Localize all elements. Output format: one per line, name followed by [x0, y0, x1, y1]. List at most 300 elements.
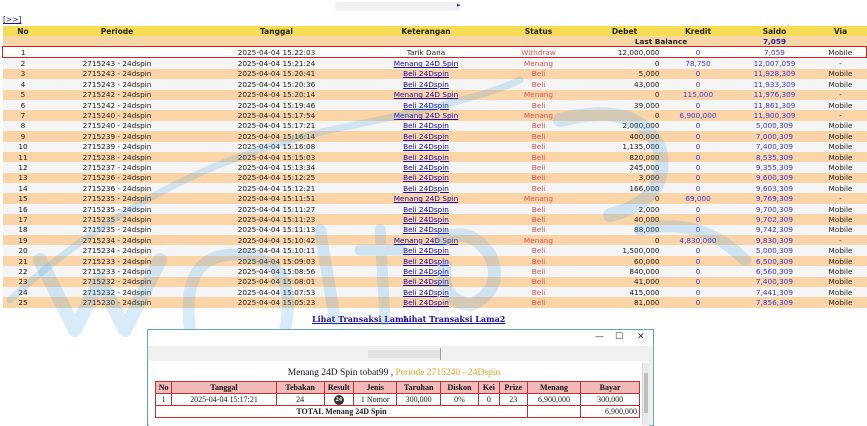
row-kredit: 0	[695, 131, 701, 141]
detail-tebakan: 24	[276, 394, 324, 406]
row-keterangan[interactable]: Beli 24Dspin	[403, 204, 449, 214]
row-no: 25	[18, 298, 28, 308]
dialog-scrollbar[interactable]	[642, 363, 649, 425]
row-via: -	[839, 235, 842, 245]
row-via: Mobile	[828, 100, 853, 110]
row-status: Beli	[531, 173, 546, 183]
row-tanggal: 2025-04-04 15:13:34	[237, 162, 316, 172]
row-tanggal: 2025-04-04 15:21:24	[237, 59, 316, 69]
row-saldo: 11,933,309	[753, 79, 796, 89]
table-row	[3, 100, 867, 110]
row-kredit: 6,900,000	[679, 111, 717, 121]
row-status: Beli	[531, 287, 546, 297]
row-tanggal: 2025-04-04 15:16:14	[237, 131, 316, 141]
row-status: Beli	[531, 142, 546, 152]
detail-column-header: Diskon	[440, 382, 478, 394]
row-status: Beli	[531, 256, 546, 266]
column-header: Saldo	[735, 26, 815, 36]
row-periode: 2715243 - 24dspin	[82, 79, 152, 89]
row-debet: 0	[654, 59, 660, 69]
row-debet: 1,135,000	[622, 142, 660, 152]
row-no: 11	[18, 152, 28, 162]
row-no: 3	[20, 69, 26, 79]
row-debet: 245,000	[629, 162, 660, 172]
detail-diskon: 0%	[440, 394, 478, 406]
row-no: 21	[18, 256, 28, 266]
row-kredit: 0	[695, 173, 701, 183]
table-row	[3, 287, 867, 297]
dialog-titlebar	[148, 330, 653, 346]
table-row	[3, 297, 867, 307]
table-row	[3, 79, 867, 89]
row-periode: 2715243 - 24dspin	[82, 59, 152, 69]
row-periode: 2715234 - 24dspin	[82, 235, 152, 245]
detail-column-header: Kei	[478, 382, 499, 394]
row-periode: 2715239 - 24dspin	[82, 131, 152, 141]
row-no: 23	[18, 277, 28, 287]
row-saldo: 5,000,309	[755, 121, 794, 131]
dialog-title-main: Menang 24D Spin tobat99 ,	[287, 368, 396, 378]
win-detail-table	[155, 381, 640, 418]
last-balance-label: Last Balance	[588, 36, 735, 47]
row-via: Mobile	[828, 225, 853, 235]
maximize-icon[interactable]: ☐	[615, 332, 624, 342]
detail-header-row	[156, 382, 640, 394]
row-tanggal: 2025-04-04 15:12:25	[237, 173, 316, 183]
row-via: Mobile	[828, 79, 853, 89]
row-periode: 2715235 - 24dspin	[82, 194, 152, 204]
row-periode: 2715240 - 24dspin	[82, 111, 152, 121]
row-status: Beli	[531, 131, 546, 141]
row-keterangan[interactable]: Menang 24D Spin	[393, 111, 459, 121]
row-tanggal: 2025-04-04 15:08:01	[237, 277, 316, 287]
row-no: 20	[18, 246, 28, 256]
detail-column-header: Bayar	[581, 382, 640, 394]
row-saldo: 9,830,309	[755, 235, 794, 245]
table-row	[3, 277, 867, 287]
row-kredit: 0	[695, 277, 701, 287]
row-debet: 88,000	[633, 225, 660, 235]
row-keterangan[interactable]: Beli 24Dspin	[403, 69, 449, 79]
row-saldo: 9,769,309	[755, 194, 794, 204]
row-via: -	[839, 90, 842, 100]
column-header: Keterangan	[363, 26, 490, 36]
row-keterangan: Tarik Dana	[406, 47, 446, 57]
dialog-content	[149, 361, 649, 426]
row-tanggal: 2025-04-04 15:11:23	[237, 214, 316, 224]
row-saldo: 11,900,309	[753, 111, 796, 121]
row-periode: 2715232 - 24dspin	[82, 287, 152, 297]
row-status: Beli	[531, 214, 546, 224]
row-tanggal: 2025-04-04 15:07:53	[237, 287, 316, 297]
row-saldo: 7,441,309	[755, 287, 794, 297]
row-tanggal: 2025-04-04 15:11:13	[237, 225, 316, 235]
row-periode: 2715236 - 24dspin	[82, 173, 152, 183]
row-via: Mobile	[828, 266, 853, 276]
row-keterangan[interactable]: Beli 24Dspin	[403, 246, 449, 256]
dialog-title	[149, 368, 639, 378]
row-kredit: 0	[695, 225, 701, 235]
row-via: Mobile	[828, 152, 853, 162]
row-debet: 400,000	[629, 131, 660, 141]
row-kredit: 0	[695, 214, 701, 224]
row-keterangan[interactable]: Beli 24Dspin	[403, 131, 449, 141]
row-status: Beli	[531, 100, 546, 110]
row-periode: 2715236 - 24dspin	[82, 183, 152, 193]
row-no: 8	[20, 121, 26, 131]
row-keterangan[interactable]: Beli 24Dspin	[403, 79, 449, 89]
row-via: -	[839, 59, 842, 69]
detail-jenis: 1 Nomor	[353, 394, 397, 406]
row-saldo: 6,560,309	[755, 266, 794, 276]
row-via: -	[839, 194, 842, 204]
row-saldo: 5,000,309	[755, 246, 794, 256]
detail-tanggal: 2025-04-04 15:17:21	[172, 394, 276, 406]
row-keterangan[interactable]: Beli 24Dspin	[403, 287, 449, 297]
table-row	[3, 58, 867, 69]
row-saldo: 12,007,059	[753, 59, 796, 69]
row-status: Beli	[531, 152, 546, 162]
top-bar	[0, 0, 800, 14]
row-via: Mobile	[828, 204, 853, 214]
row-periode: 2715235 - 24dspin	[82, 225, 152, 235]
row-via: Mobile	[828, 131, 853, 141]
row-periode: 2715243 - 24dspin	[82, 69, 152, 79]
table-row	[3, 142, 867, 152]
row-debet: 0	[654, 235, 660, 245]
row-tanggal: 2025-04-04 15:08:56	[237, 266, 316, 276]
row-kredit: 0	[695, 162, 701, 172]
row-no: 9	[20, 131, 26, 141]
table-row	[3, 256, 867, 266]
row-via: Mobile	[828, 69, 853, 79]
close-icon[interactable]: ✕	[637, 332, 645, 342]
row-status: Beli	[531, 277, 546, 287]
row-no: 22	[18, 266, 28, 276]
column-header: No	[3, 26, 44, 36]
row-saldo: 7,059	[764, 47, 785, 57]
table-row	[3, 235, 867, 245]
row-keterangan[interactable]: Beli 24Dspin	[403, 142, 449, 152]
row-via: Mobile	[828, 277, 853, 287]
row-via: Mobile	[828, 183, 853, 193]
row-no: 1	[20, 47, 26, 57]
row-debet: 820,000	[629, 152, 660, 162]
row-no: 7	[20, 111, 26, 121]
row-periode: 2715232 - 24dspin	[82, 277, 152, 287]
row-periode: 2715235 - 24dspin	[82, 204, 152, 214]
row-via: Mobile	[828, 214, 853, 224]
row-kredit: 115,000	[682, 90, 714, 100]
row-saldo: 6,500,309	[755, 256, 794, 266]
row-periode: 2715242 - 24dspin	[82, 100, 152, 110]
column-header: Tanggal	[191, 26, 363, 36]
row-keterangan[interactable]: Menang 24D Spin	[393, 194, 459, 204]
row-kredit: 0	[695, 246, 701, 256]
detail-kei: 0	[478, 394, 499, 406]
row-debet: 5,000	[638, 69, 660, 79]
row-status: Beli	[531, 298, 546, 308]
detail-column-header: Prize	[499, 382, 527, 394]
row-no: 10	[18, 142, 28, 152]
detail-no: 1	[156, 394, 172, 406]
row-via: Mobile	[828, 287, 853, 297]
row-kredit: 0	[695, 142, 701, 152]
row-no: 15	[18, 194, 28, 204]
detail-column-header: Tanggal	[172, 382, 276, 394]
row-status: Beli	[531, 79, 546, 89]
row-tanggal: 2025-04-04 15:10:42	[237, 235, 316, 245]
row-no: 2	[20, 59, 26, 69]
table-row	[3, 173, 867, 183]
row-tanggal: 2025-04-04 15:12:21	[237, 183, 316, 193]
row-tanggal: 2025-04-04 15:05:23	[237, 298, 316, 308]
row-keterangan[interactable]: Beli 24Dspin	[403, 183, 449, 193]
detail-column-header: No	[156, 382, 172, 394]
row-debet: 40,000	[633, 214, 660, 224]
history-links	[0, 314, 800, 326]
row-debet: 0	[654, 111, 660, 121]
row-via: Mobile	[828, 173, 853, 183]
column-header: Status	[490, 26, 588, 36]
column-header: Kredit	[662, 26, 735, 36]
total-value: 6,900,000	[581, 406, 640, 418]
ball-icon: 24	[335, 396, 342, 403]
row-tanggal: 2025-04-04 15:19:46	[237, 100, 316, 110]
row-status: Menang	[523, 194, 554, 204]
detail-column-header: Menang	[527, 382, 580, 394]
row-periode: 2715235 - 24dspin	[82, 214, 152, 224]
row-status: Withdraw	[521, 47, 556, 57]
row-saldo: 11,861,309	[753, 100, 796, 110]
row-via: Mobile	[828, 298, 853, 308]
row-tanggal: 2025-04-04 15:16:08	[237, 142, 316, 152]
row-saldo: 9,603,309	[755, 183, 794, 193]
table-row	[3, 214, 867, 224]
old-transactions-link[interactable]: Lihat Transaksi Lama	[312, 314, 409, 324]
row-status: Beli	[531, 204, 546, 214]
row-debet: 840,000	[629, 266, 660, 276]
row-saldo: 9,700,309	[755, 204, 794, 214]
detail-column-header: Taruhan	[397, 382, 441, 394]
row-saldo: 11,976,309	[753, 90, 796, 100]
row-keterangan[interactable]: Menang 24D Spin	[393, 90, 459, 100]
row-kredit: 78,750	[685, 59, 711, 69]
row-saldo: 9,355,309	[755, 162, 794, 172]
row-status: Beli	[531, 69, 546, 79]
row-saldo: 7,000,309	[755, 131, 794, 141]
minimize-icon[interactable]: —	[595, 332, 604, 342]
win-detail-dialog	[147, 329, 654, 426]
row-tanggal: 2025-04-04 15:10:11	[237, 246, 316, 256]
row-tanggal: 2025-04-04 15:09:03	[237, 256, 316, 266]
row-periode: 2715230 - 24dspin	[82, 298, 152, 308]
detail-taruhan: 300,000	[397, 394, 441, 406]
row-tanggal: 2025-04-04 15:20:14	[237, 90, 316, 100]
row-kredit: 0	[695, 298, 701, 308]
detail-total-row	[156, 406, 640, 418]
row-tanggal: 2025-04-04 15:20:41	[237, 69, 316, 79]
table-row	[3, 69, 867, 79]
row-debet: 43,000	[633, 79, 660, 89]
blurred-header-text	[335, 2, 460, 11]
column-header: Via	[815, 26, 867, 36]
row-saldo: 9,702,309	[755, 214, 794, 224]
column-header: Periode	[44, 26, 191, 36]
row-keterangan[interactable]: Beli 24Dspin	[403, 100, 449, 110]
detail-result	[324, 394, 353, 406]
highlighted-withdraw-row	[3, 47, 867, 58]
row-saldo: 9,742,309	[755, 225, 794, 235]
table-row	[3, 121, 867, 131]
row-debet: 0	[654, 194, 660, 204]
row-no: 17	[18, 214, 28, 224]
table-header-row	[3, 26, 867, 36]
row-no: 19	[18, 235, 28, 245]
row-keterangan[interactable]: Menang 24D Spin	[393, 59, 459, 69]
row-periode: 2715237 - 24dspin	[82, 162, 152, 172]
row-status: Beli	[531, 246, 546, 256]
table-row	[3, 225, 867, 235]
table-row	[3, 110, 867, 120]
row-saldo: 7,400,309	[755, 277, 794, 287]
row-kredit: 0	[695, 256, 701, 266]
row-saldo: 9,600,309	[755, 173, 794, 183]
row-keterangan[interactable]: Menang 24D Spin	[393, 235, 459, 245]
row-periode: 2715233 - 24dspin	[82, 266, 152, 276]
row-tanggal: 2025-04-04 15:17:54	[237, 111, 316, 121]
row-debet: 81,000	[633, 298, 660, 308]
row-kredit: 0	[695, 287, 701, 297]
table-row	[3, 183, 867, 193]
table-row	[3, 204, 867, 214]
row-saldo: 7,856,309	[755, 298, 794, 308]
row-no: 13	[18, 173, 28, 183]
row-kredit: 4,830,000	[679, 235, 717, 245]
row-keterangan[interactable]: Beli 24Dspin	[403, 152, 449, 162]
table-row	[3, 90, 867, 100]
detail-column-header: Result	[324, 382, 353, 394]
row-periode: 2715238 - 24dspin	[82, 152, 152, 162]
row-no: 5	[20, 90, 26, 100]
row-periode: 2715242 - 24dspin	[82, 90, 152, 100]
row-via: Mobile	[828, 162, 853, 172]
row-debet: 3,000	[638, 173, 660, 183]
detail-row	[156, 394, 640, 406]
row-debet: 1,500,000	[622, 246, 660, 256]
row-tanggal: 2025-04-04 15:17:21	[237, 121, 316, 131]
row-tanggal: 2025-04-04 15:11:27	[237, 204, 316, 214]
row-keterangan[interactable]: Beli 24Dspin	[403, 266, 449, 276]
scrollbar-thumb[interactable]	[644, 373, 648, 413]
row-keterangan[interactable]: Beli 24Dspin	[403, 121, 449, 131]
row-no: 18	[18, 225, 28, 235]
row-saldo: 11,928,309	[753, 69, 796, 79]
row-keterangan[interactable]: Beli 24Dspin	[403, 298, 449, 308]
total-label: TOTAL Menang 24D Spin	[156, 406, 528, 418]
old-transactions-2-link[interactable]: Lihat Transaksi Lama2	[403, 314, 506, 324]
row-kredit: 0	[695, 121, 701, 131]
table-row	[3, 131, 867, 141]
table-row	[3, 152, 867, 162]
row-status: Menang	[523, 59, 554, 69]
row-keterangan[interactable]: Beli 24Dspin	[403, 225, 449, 235]
row-tanggal: 2025-04-04 15:22:03	[237, 47, 316, 57]
row-no: 12	[18, 162, 28, 172]
row-kredit: 69,000	[685, 194, 711, 204]
last-balance-row	[3, 36, 867, 47]
dialog-title-period: Periode 2715240 - 24Dspin	[395, 368, 501, 378]
row-kredit: 0	[695, 204, 701, 214]
next-page-link[interactable]: [>>]	[3, 15, 22, 24]
row-tanggal: 2025-04-04 15:11:51	[237, 194, 316, 204]
row-keterangan[interactable]: Beli 24Dspin	[403, 162, 449, 172]
row-via: Mobile	[828, 256, 853, 266]
row-no: 6	[20, 100, 26, 110]
row-kredit: 0	[695, 183, 701, 193]
column-header: Debet	[588, 26, 662, 36]
row-debet: 2,000	[638, 204, 660, 214]
row-tanggal: 2025-04-04 15:15:03	[237, 152, 316, 162]
table-row	[3, 162, 867, 172]
row-kredit: 0	[695, 100, 701, 110]
row-debet: 41,000	[633, 277, 660, 287]
row-debet: 2,000,000	[622, 121, 660, 131]
row-status: Beli	[531, 162, 546, 172]
detail-column-header: Tebakan	[276, 382, 324, 394]
row-no: 24	[18, 287, 28, 297]
row-kredit: 0	[695, 69, 701, 79]
row-no: 14	[18, 183, 28, 193]
row-keterangan[interactable]: Beli 24Dspin	[403, 214, 449, 224]
last-balance-value: 7,059	[735, 36, 815, 47]
detail-bayar: 300,000	[581, 394, 640, 406]
row-via: Mobile	[828, 121, 853, 131]
transaction-table	[2, 26, 867, 308]
row-saldo: 7,400,309	[755, 142, 794, 152]
row-status: Beli	[531, 183, 546, 193]
row-periode: 2715239 - 24dspin	[82, 142, 152, 152]
row-kredit: 0	[695, 79, 701, 89]
row-keterangan[interactable]: Beli 24Dspin	[403, 277, 449, 287]
row-periode: 2715233 - 24dspin	[82, 256, 152, 266]
row-debet: 0	[654, 90, 660, 100]
row-debet: 415,000	[629, 287, 660, 297]
table-row	[3, 245, 867, 255]
row-via: Mobile	[828, 47, 853, 57]
row-periode: 2715234 - 24dspin	[82, 246, 152, 256]
row-debet: 166,000	[629, 183, 660, 193]
row-via: Mobile	[828, 142, 853, 152]
row-status: Beli	[531, 225, 546, 235]
row-kredit: 0	[695, 152, 701, 162]
row-status: Beli	[531, 121, 546, 131]
row-status: Menang	[523, 90, 554, 100]
row-via: Mobile	[828, 246, 853, 256]
chevron-right-icon[interactable]: ▸	[457, 1, 461, 9]
row-status: Menang	[523, 235, 554, 245]
row-keterangan[interactable]: Beli 24Dspin	[403, 256, 449, 266]
blurred-address-bar	[368, 350, 440, 358]
row-periode: 2715240 - 24dspin	[82, 121, 152, 131]
row-keterangan[interactable]: Beli 24Dspin	[403, 173, 449, 183]
row-kredit: 0	[695, 266, 701, 276]
row-status: Beli	[531, 266, 546, 276]
row-no: 16	[18, 204, 28, 214]
table-row	[3, 193, 867, 203]
row-status: Menang	[523, 111, 554, 121]
row-via: -	[839, 111, 842, 121]
